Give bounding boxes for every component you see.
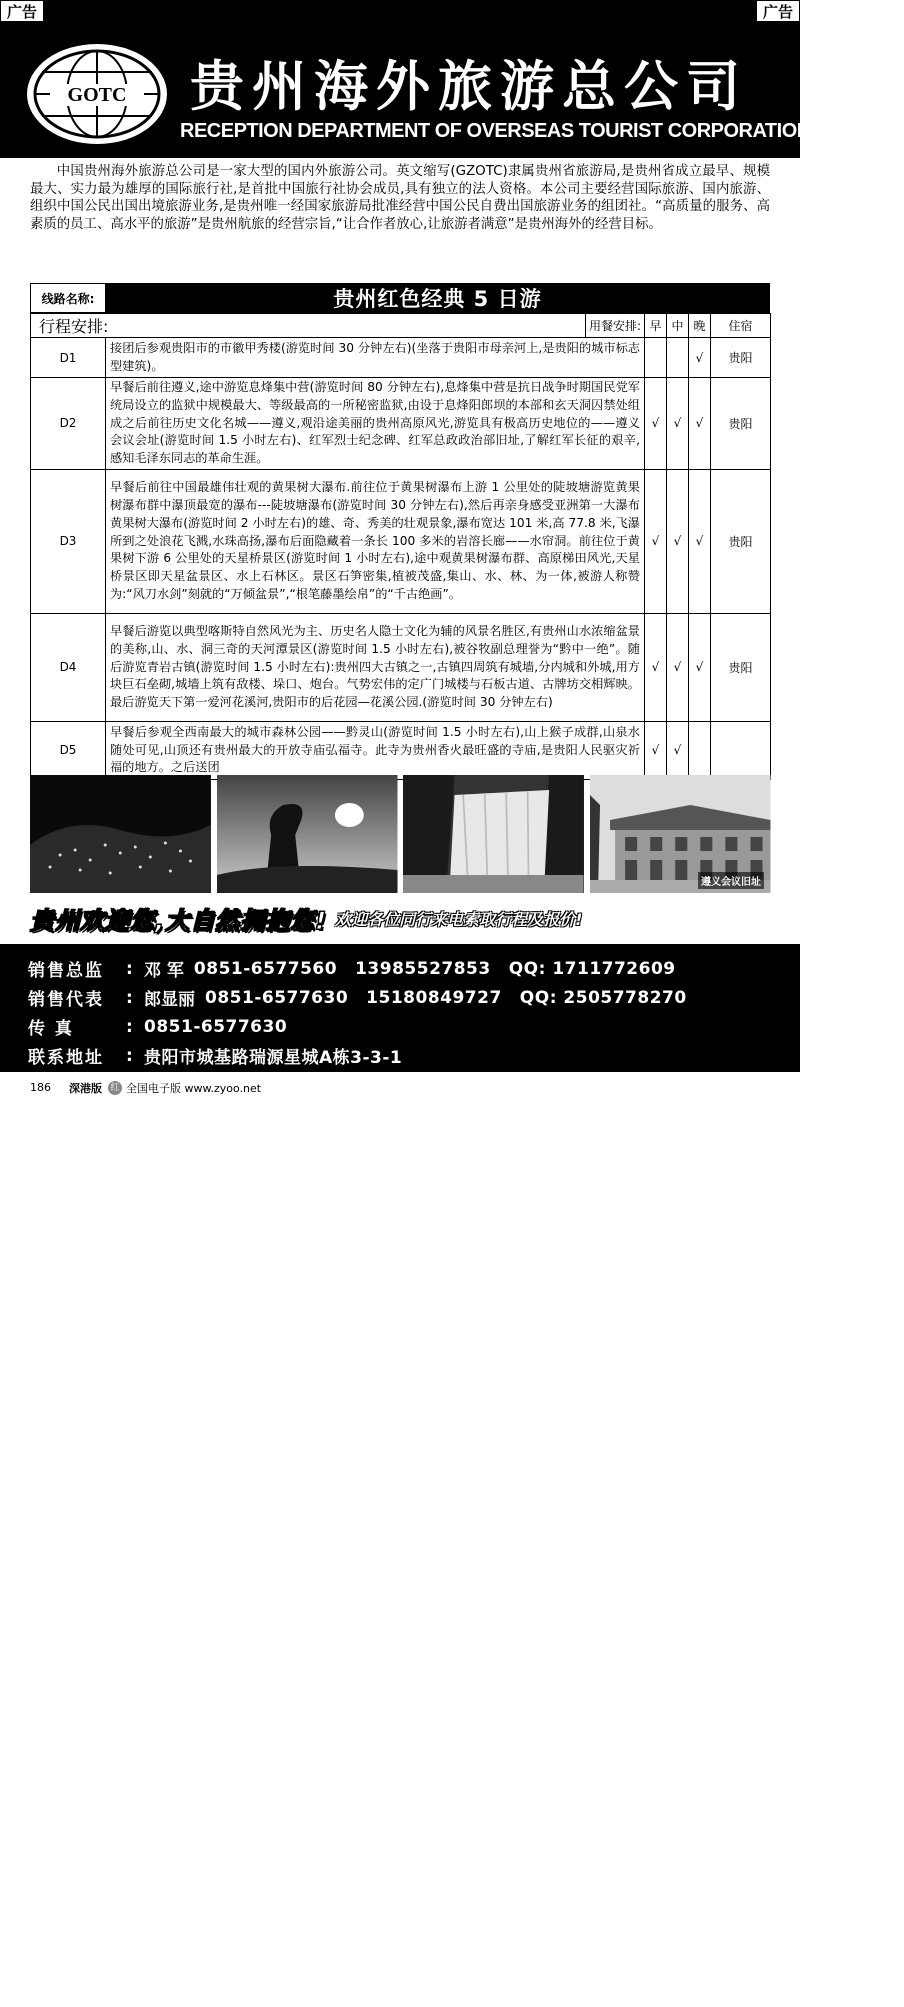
logo-text: GOTC <box>67 84 127 106</box>
breakfast-mark <box>645 338 667 378</box>
table-row <box>31 338 771 378</box>
side-note: 广告刊登以实际为准 <box>789 1944 796 2007</box>
dinner-mark: √ <box>689 338 711 378</box>
col-lunch: 中 <box>667 314 689 338</box>
page-footer <box>0 1075 800 1100</box>
table-row <box>31 469 771 613</box>
rep-label: 销售代表 <box>28 990 104 1010</box>
schedule-label: 行程安排: <box>31 314 586 338</box>
company-intro: 中国贵州海外旅游总公司是一家大型的国内外旅游公司。英文缩写(GZOTC)隶属贵州省旅游局,是贵州省成立最早、规模最大、实力最为雄厚的国际旅行社,是首批中国旅行社协会成员,具有独立的法人资格。本公司主要经营国际旅游、国内旅游、组织中国公民出国出境旅游业务,是贵州唯一经国家旅游局批准经营中国公民自费出国旅游业务的组团社。“高质量的服务、高素质的员工、高水平的旅游”是贵州航旅的经营宗旨,“让合作者放心,让旅游者满意”是贵州海外的经营目标。 <box>30 164 770 232</box>
breakfast-mark: √ <box>645 721 667 779</box>
col-dinner: 晚 <box>689 314 711 338</box>
day-label: D3 <box>31 469 106 613</box>
day-label: D2 <box>31 378 106 470</box>
lunch-mark: √ <box>667 378 689 470</box>
photo-zunyi-site <box>590 775 771 893</box>
ad-tag-right: 广告 <box>756 0 800 22</box>
day-label: D4 <box>31 613 106 721</box>
lunch-mark: √ <box>667 613 689 721</box>
edition-badge: 红 <box>108 1081 122 1095</box>
fax-label: 传 真 <box>28 1019 74 1039</box>
itinerary-section <box>30 283 770 780</box>
lunch-mark <box>667 338 689 378</box>
photo-caption: 遵义会议旧址 <box>698 872 764 889</box>
ad-tag-left: 广告 <box>0 0 44 22</box>
day-label: D5 <box>31 721 106 779</box>
page-number: 186 <box>30 1081 51 1094</box>
fax-number: 0851-6577630 <box>144 1016 288 1037</box>
edition-label: 深港版 <box>69 1081 102 1095</box>
route-name: 贵州红色经典 5 日游 <box>106 284 769 312</box>
table-row <box>31 378 771 470</box>
dinner-mark: √ <box>689 469 711 613</box>
header-banner <box>0 0 904 158</box>
itinerary-table <box>30 313 771 780</box>
rep-name: 郎显丽 <box>144 990 195 1010</box>
address-label: 联系地址 <box>28 1048 104 1068</box>
lunch-mark: √ <box>667 721 689 779</box>
day-description: 早餐后前往遵义,途中游览息烽集中营(游览时间 80 分钟左右),息烽集中营是抗日战争时期国民党军统局设立的监狱中规模最大、等级最高的一所秘密监狱,由设于息烽阳郎坝的本部和玄天洞囚禁处组成之后前往历史文化名城——遵义,观沿途美丽的贵州高原风光,游览具有极高历史地位的——遵义会议会址(游览时间 1.5 小时左右)、红军烈士纪念碑、红军总政政治部旧址,了解红军长征的艰辛,感知毛泽东同志的革命生涯。 <box>106 378 645 470</box>
address-text: 贵阳市城基路瑞源星城A栋3-3-1 <box>144 1048 403 1068</box>
table-row <box>31 613 771 721</box>
day-label: D1 <box>31 338 106 378</box>
slogan-sub: 欢迎各位同行来电索取行程及报价! <box>335 909 583 929</box>
stay-city: 贵阳 <box>711 338 771 378</box>
dinner-mark <box>689 721 711 779</box>
col-stay: 住宿 <box>711 314 771 338</box>
company-title: 贵州海外旅游总公司 <box>190 55 748 118</box>
stay-city <box>711 721 771 779</box>
breakfast-mark: √ <box>645 613 667 721</box>
director-tel: 0851-6577560 <box>193 958 338 979</box>
director-mobile: 13985527853 <box>355 958 491 979</box>
rep-qq: QQ: 2505778270 <box>519 987 687 1008</box>
stay-city: 贵阳 <box>711 613 771 721</box>
contact-row-address: 联系地址 : 贵阳市城基路瑞源星城A栋3-3-1 <box>28 1041 800 1070</box>
breakfast-mark: √ <box>645 378 667 470</box>
director-name: 邓 军 <box>144 961 184 981</box>
table-header-row <box>31 314 771 338</box>
dinner-mark: √ <box>689 613 711 721</box>
rep-mobile: 15180849727 <box>366 987 502 1008</box>
day-description: 早餐后前往中国最雄伟壮观的黄果树大瀑布.前往位于黄果树瀑布上游 1 公里处的陡坡塘游览黄果树瀑布群中瀑顶最宽的瀑布---陡坡塘瀑布(游览时间 30 分钟左右),然后再亲身感受亚洲第一大瀑布黄果树大瀑布(游览时间 2 小时左右)的雄、奇、秀美的壮观景象,瀑布宽达 101 米,高 77.8 米,飞瀑所到之处浪花飞溅,水珠高扬,瀑布后面隐藏着一条长 100 多米的岩溶长廊——水帘洞。前往位于黄果树下游 6 公里处的天星桥景区(游览时间 1 小时左右),途中观黄果树瀑布群、高原梯田风光,天星桥景区即天星盆景区、水上石林区。景区石笋密集,植被茂盛,集山、水、林、为一体,被游人称赞为:“风刀水剑”刻就的“万倾盆景”,“根笔藤墨绘帛”的“千古绝画”。 <box>106 469 645 613</box>
dinner-mark: √ <box>689 378 711 470</box>
slogan-main: 贵州欢迎您,大自然拥抱您! <box>30 906 328 935</box>
photo-rock-peak <box>217 775 398 893</box>
slogan-bar <box>30 898 770 938</box>
breakfast-mark: √ <box>645 469 667 613</box>
photo-strip <box>30 775 770 893</box>
route-label: 线路名称: <box>31 284 106 312</box>
stay-city: 贵阳 <box>711 378 771 470</box>
contact-row-rep: 销售代表 : 郎显丽 0851-6577630 15180849727 QQ: 2505778270 <box>28 983 800 1012</box>
meal-label: 用餐安排: <box>586 314 645 338</box>
website-link[interactable]: 全国电子版 www.zyoo.net <box>126 1081 262 1095</box>
contact-row-fax: 传 真 : 0851-6577630 <box>28 1012 800 1041</box>
photo-waterfall <box>403 775 584 893</box>
photo-night-town <box>30 775 211 893</box>
rep-tel: 0851-6577630 <box>205 987 349 1008</box>
table-row <box>31 721 771 779</box>
stay-city: 贵阳 <box>711 469 771 613</box>
route-header <box>30 283 770 313</box>
day-description: 早餐后参观全西南最大的城市森林公园——黔灵山(游览时间 1.5 小时左右),山上猴子成群,山泉水随处可见,山顶还有贵州最大的开放寺庙弘福寺。此寺为贵州香火最旺盛的寺庙,是贵阳人民驱灾祈福的地方。之后送团 <box>106 721 645 779</box>
director-label: 销售总监 <box>28 961 104 981</box>
col-breakfast: 早 <box>645 314 667 338</box>
contact-row-director: 销售总监 : 邓 军 0851-6577560 13985527853 QQ: 1711772609 <box>28 954 800 983</box>
lunch-mark: √ <box>667 469 689 613</box>
day-description: 接团后参观贵阳市的市徽甲秀楼(游览时间 30 分钟左右)(坐落于贵阳市母亲河上,是贵阳的城市标志型建筑)。 <box>106 338 645 378</box>
company-english-name: RECEPTION DEPARTMENT OF OVERSEAS TOURIST CORPORATION GUIZHOU <box>180 120 904 142</box>
director-qq: QQ: 1711772609 <box>508 958 676 979</box>
company-logo <box>22 40 172 148</box>
day-description: 早餐后游览以典型喀斯特自然风光为主、历史名人隐士文化为辅的风景名胜区,有贵州山水浓缩盆景的美称,山、水、洞三奇的天河潭景区(游览时间 1.5 小时左右),被谷牧副总理誉为“黔中一绝”。随后游览青岩古镇(游览时间 1.5 小时左右):贵州四大古镇之一,古镇四周筑有城墙,分内城和外城,用方块巨石垒砌,城墙上筑有敌楼、垛口、炮台。气势宏伟的定广门城楼与石板古道、古牌坊交相辉映。最后游览天下第一爱河花溪河,贵阳市的后花园—花溪公园.(游览时间 30 分钟左右) <box>106 613 645 721</box>
